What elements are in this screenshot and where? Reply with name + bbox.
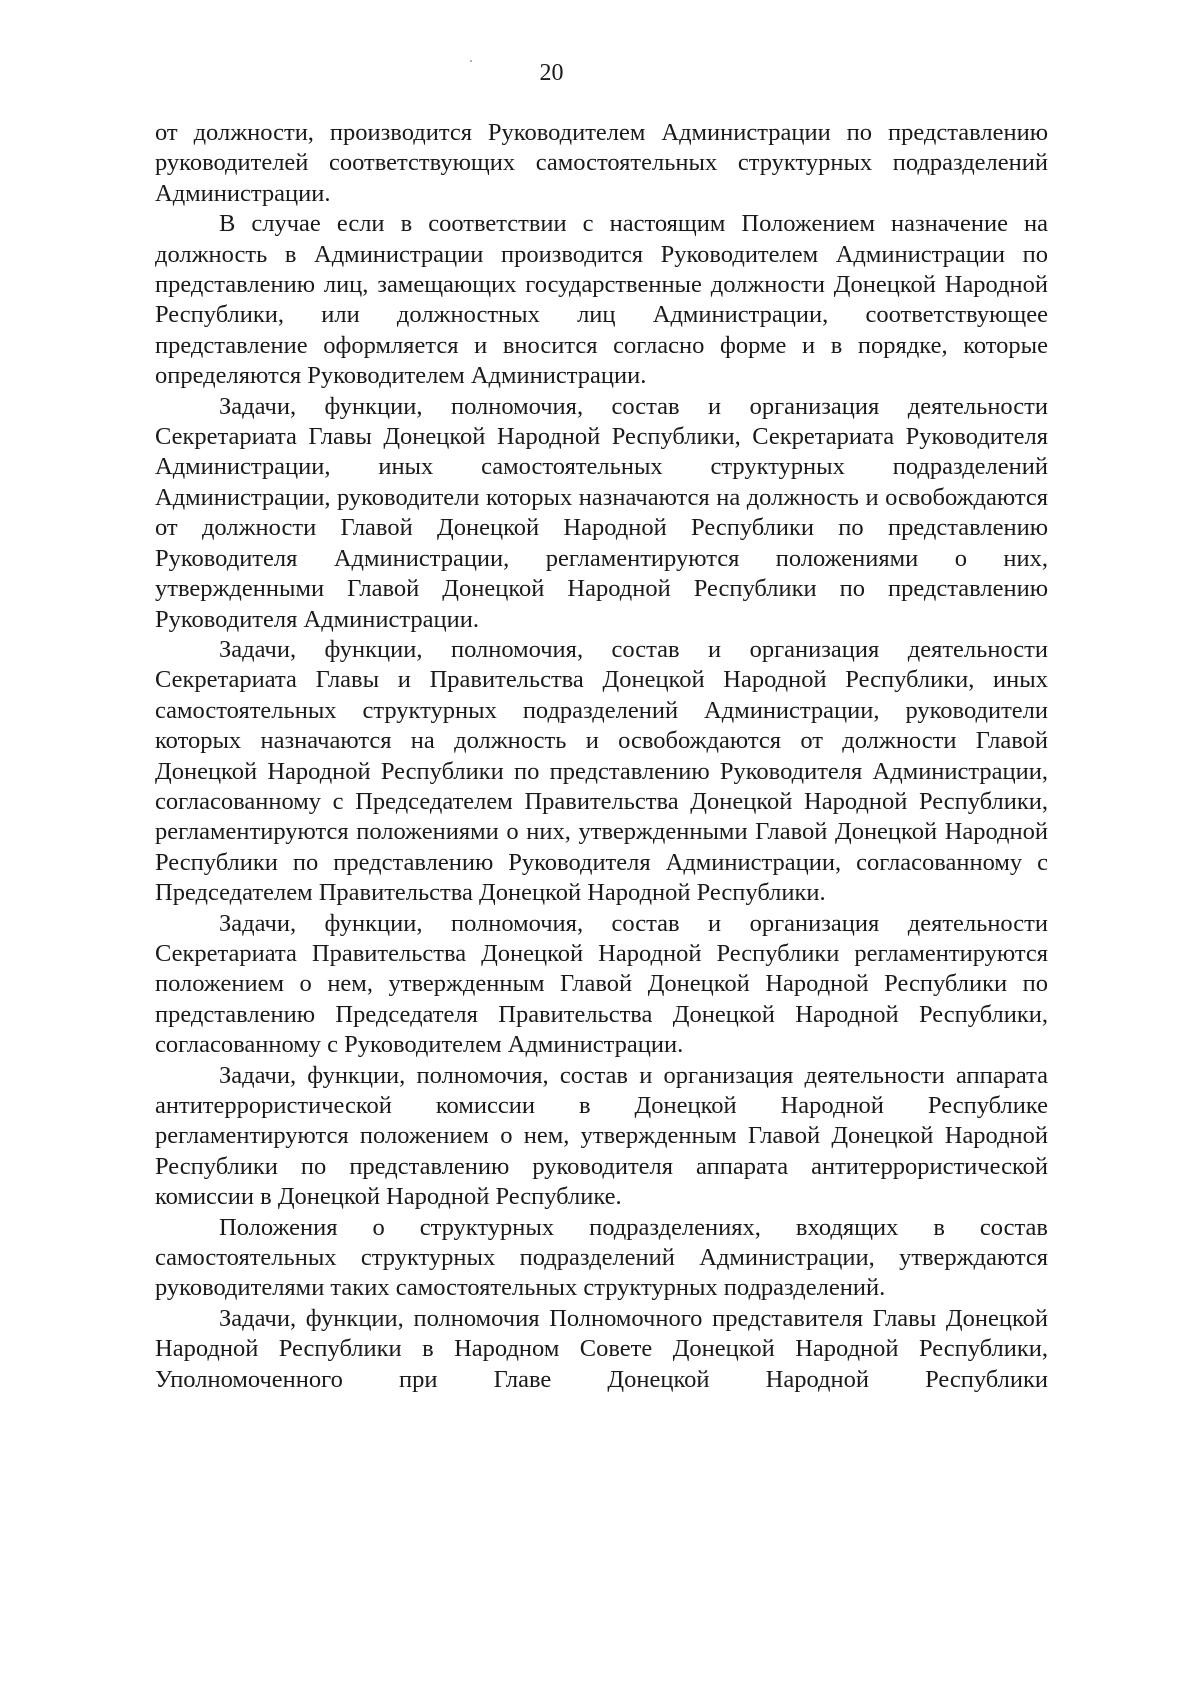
paragraph-antiterror-commission: Задачи, функции, полномочия, состав и организация деятельности аппарата антитеррористической комиссии в Донецкой Народной Республике регламентируются положением о нем, утвержденным Главой Донецкой Народной Республики по представлению руководителя аппарата антитеррористической комиссии в Донецкой Народной Республике. [155, 1061, 1048, 1211]
paragraph-plenipotentiary: Задачи, функции, полномочия Полномочного представителя Главы Донецкой Народной Республики в Народном Совете Донецкой Народной Республики, Уполномоченного при Главе Донецкой Народной Республики [155, 1304, 1048, 1393]
page-number: 20 [539, 60, 564, 86]
paragraph-government-secretariat: Задачи, функции, полномочия, состав и организация деятельности Секретариата Главы и Правительства Донецкой Народной Республики, иных самостоятельных структурных подразделений Администрации, руководители которых назначаются на должность и освобождаются от должности Главой Донецкой Народной Республики по представлению Руководителя Администрации, согласованному с Председателем Правительства Донецкой Народной Республики, регламентируются положениями о них, утвержденными Главой Донецкой Народной Республики по представлению Руководителя Администрации, согласованному с Председателем Правительства Донецкой Народной Республики. [155, 635, 1048, 907]
paragraph-appointment-procedure: В случае если в соответствии с настоящим Положением назначение на должность в Администрации производится Руководителем Администрации по представлению лиц, замещающих государственные должности Донецкой Народной Республики, или должностных лиц Администрации, соответствующее представление оформляется и вносится согласно форме и в порядке, которые определяются Руководителем Администрации. [155, 210, 1048, 390]
paragraph-structural-units: Положения о структурных подразделениях, входящих в состав самостоятельных структурных подразделений Администрации, утверждаются руководителями таких самостоятельных структурных подразделений. [155, 1213, 1048, 1302]
paragraph-head-secretariat: Задачи, функции, полномочия, состав и организация деятельности Секретариата Главы Донецкой Народной Республики, Секретариата Руководителя Администрации, иных самостоятельных структурных подразделений Администрации, руководители которых назначаются на должность и освобождаются от должности Главой Донецкой Народной Республики по представлению Руководителя Администрации, регламентируются положениями о них, утвержденными Главой Донецкой Народной Республики по представлению Руководителя Администрации. [155, 392, 1048, 633]
document-body [155, 118, 1048, 1395]
paragraph-cabinet-secretariat: Задачи, функции, полномочия, состав и организация деятельности Секретариата Правительства Донецкой Народной Республики регламентируются положением о нем, утвержденным Главой Донецкой Народной Республики по представлению Председателя Правительства Донецкой Народной Республики, согласованному с Руководителем Администрации. [155, 909, 1048, 1059]
paragraph-continuation: от должности, производится Руководителем Администрации по представлению руководителей соответствующих самостоятельных структурных подразделений Администрации. [155, 119, 1048, 207]
